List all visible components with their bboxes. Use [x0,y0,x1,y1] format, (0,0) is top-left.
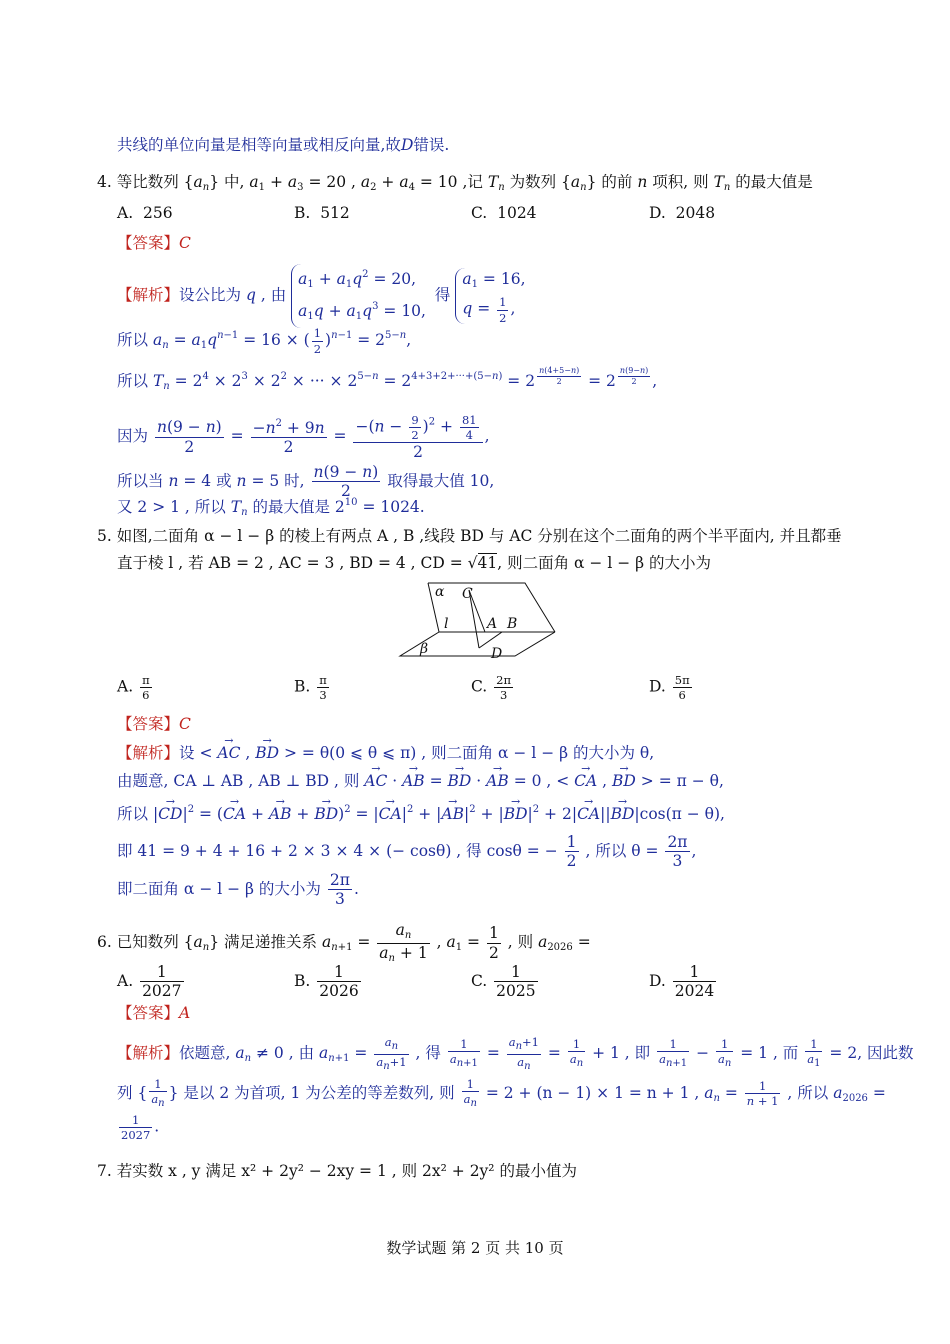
q4-system-2: $a_1 = 16$, q = $\frac{1}{2}$ , [455,268,529,323]
label-l: l [444,616,449,632]
q5-answer-tag: 【答案】 [117,715,180,733]
label-c: C [462,586,473,602]
q4-solution-line2: 所以 $a_n = a_1q^{n-1} = 16$ × ( $\frac{1}{2}$ )$^{n-1} = 2^{5-n}$, [117,326,412,356]
continuation-var: D [400,136,414,154]
q5-option-a[interactable]: A. $\frac{\pi}{6}$ [117,673,150,703]
q5-stem-line1 [97,525,842,547]
q5-option-d[interactable]: D. $\frac{5\pi}{6}$ [649,673,690,703]
q6-number: 6. [97,933,112,951]
q4-solution-line4: 因为 $\frac{n(9 - n)}{2}$ = $\frac{-n^2 + 9n}{2}$ = −(n − $\frac{9}{2}$ )$^2$ + $\frac{81}{4}$ 2 , [117,413,490,462]
q5-stem-line2: 直于棱 l , 若 AB = 2 , AC = 3 , BD = 4 , CD = √41, 则二面角 α − l − β 的大小为 [117,554,712,572]
continuation-tail: 错误. [413,136,450,154]
q4-stem-f: 项积, 则 [652,173,709,191]
q4-stem-c: ,记 [462,173,483,191]
q4-stem-d: 为数列 [509,173,557,191]
q4-option-b[interactable]: B. 512 [294,204,350,222]
q4-stem: 4. 等比数列 $\{a_n\}$ 中, $a_1 + a_3 = 20$ , $a_2 + a_4 = 10$ ,记 $T_n$ 为数列 $\{a_n\}$ 的前 n 项积, 则 $T_n$ 的最大值是 [97,173,813,193]
q5-solution-line2: 由题意, CA ⊥ AB , AB ⊥ BD , 则 → AC · → AB = → BD · → AB = 0 , < → CA , → BD > = π − θ, [117,770,724,792]
q5-solution-line1: 【解析】设 < → AC , → BD > = θ(0 ⩽ θ ⩽ π) , 则二面角 α − l − β 的大小为 θ, [117,742,654,764]
continuation-line [117,134,449,156]
q4-answer-value: C [179,234,191,252]
q6-answer-tag: 【答案】 [117,1004,180,1022]
q4-solution-line3: 所以 $T_n = 2^4 \times 2^3 \times 2^2$ × ··· × $2^{5-n} = 2^{4+3+2+\cdot\cdot\cdot+(5-n)} = 2$ $^{\frac{n(4+5-n)}{2}}$ = 2 $^{\frac{n(9-n)}{2}}$ , [117,365,658,392]
label-beta: β [420,641,429,657]
q5-solution-line5: 即二面角 α − l − β 的大小为 $\frac{2\pi}{3}$ . [117,871,359,909]
label-a: A [487,616,498,632]
q5-option-c[interactable]: C. $\frac{2\pi}{3}$ [471,673,512,703]
q4-solution-line1: 【解析】设公比为 q , 由 $a_1 + a_1q^2 = 20$, $a_1q + a_1q^3 = 10$, 得 $a_1 = 16$, q = $\frac{1}{2}$ , [117,264,530,328]
q4-stem-g: 的最大值是 [735,173,813,191]
q5-option-b[interactable]: B. $\frac{\pi}{3}$ [294,673,327,703]
q4-option-d[interactable]: D. 2048 [649,204,716,222]
q4-stem-e: 的前 [601,173,633,191]
q5-answer-value: C [179,715,191,733]
q5-solution-tag: 【解析】 [117,744,180,762]
q4-stem-b: 中, [224,173,245,191]
q4-solution-tag: 【解析】 [117,286,180,304]
label-b: B [507,616,518,632]
q6-stem: 6. 已知数列 $\{a_n\}$ 满足递推关系 $a_{n+1}$ = $\frac{a_n}{a_n + 1}$ , $a_1$ = $\frac{1}{2}$ , 则 $a_{2026}$ = [97,921,591,964]
q6-answer-value: A [179,1004,191,1022]
q4-option-a[interactable]: A. 256 [117,204,173,222]
q7-number: 7. [97,1162,112,1180]
q5-number: 5. [97,527,112,545]
q6-solution-tag: 【解析】 [117,1044,180,1062]
q6-solution-line1: 【解析】依题意, $a_n \ne 0$ , 由 $a_{n+1}$ = $\frac{an}{an+1}$ , 得 $\frac{1}{an+1}$ = $\frac{an+1}{an}$ = $\frac{1}{an}$ + 1 , 即 $\frac{1}{an+1}$ − $\frac{1}{an}$ = 1 , 而 $\frac{1}{a1}$ = 2, 因此数 [117,1035,914,1072]
q4-answer-tag: 【答案】 [117,234,180,252]
q4-solution-line6: 又 2 > 1 , 所以 $T_n$ 的最大值是 $2^{10} = 1024$. [117,497,425,518]
q5-solution-line4: 即 41 = 9 + 4 + 16 + 2 × 3 × 4 × (− cosθ) , 得 cosθ = − $\frac{1}{2}$ , 所以 θ = $\frac{2\pi}{3}$ , [117,833,697,871]
q4-answer [117,232,191,254]
q4-number: 4. [97,173,112,191]
q4-solution-line5: 所以当 n = 4 或 n = 5 时, $\frac{n(9 - n)}{2}$ 取得最大值 10, [117,463,495,501]
q7-stem [97,1160,577,1182]
q6-answer [117,1002,190,1024]
q5-stem-text1: 如图,二面角 α − l − β 的棱上有两点 A , B ,线段 BD 与 AC 分别在这个二面角的两个半平面内, 并且都垂 [116,527,842,545]
label-alpha: α [435,584,445,600]
q6-solution-line3: $\frac{1}{2027}$ . [121,1113,160,1143]
continuation-text: 共线的单位向量是相等向量或相反向量,故 [117,136,401,154]
q5-dihedral-figure [395,580,560,662]
q4-option-c[interactable]: C. 1024 [471,204,537,222]
q4-system-1: $a_1 + a_1q^2 = 20$, $a_1q + a_1q^3 = 10$, [291,264,430,328]
q6-solution-line2: 列 { $\frac{1}{an}$ } 是以 2 为首项, 1 为公差的等差数列, 则 $\frac{1}{an}$ = 2 + (n − 1) × 1 = n + 1 , $a_n$ = $\frac{1}{n + 1}$ , 所以 $a_{2026}$ = [117,1077,886,1110]
q4-stem-a: 等比数列 [116,173,179,191]
q5-answer [117,713,191,735]
q7-stem-text: 若实数 x , y 满足 x² + 2y² − 2xy = 1 , 则 2x² + 2y² 的最小值为 [116,1162,577,1180]
q6-option-a[interactable]: A. $\frac{1}{2027}$ [117,963,182,1001]
page-footer: 数学试题 第 2 页 共 10 页 [386,1239,564,1257]
q6-option-b[interactable]: B. $\frac{1}{2026}$ [294,963,359,1001]
q5-solution-line3: 所以 |→ $CD|^2$ = (→ CA + → AB + → BD)$^2$ = |→ $CA|^2$ + |→ $AB|^2$ + |→ $BD|^2 + 2|\to CA||\to BD|\cos(\pi - \theta)$, [117,799,725,825]
label-d: D [491,646,503,662]
q6-option-c[interactable]: C. $\frac{1}{2025}$ [471,963,536,1001]
q6-option-d[interactable]: D. $\frac{1}{2024}$ [649,963,715,1001]
